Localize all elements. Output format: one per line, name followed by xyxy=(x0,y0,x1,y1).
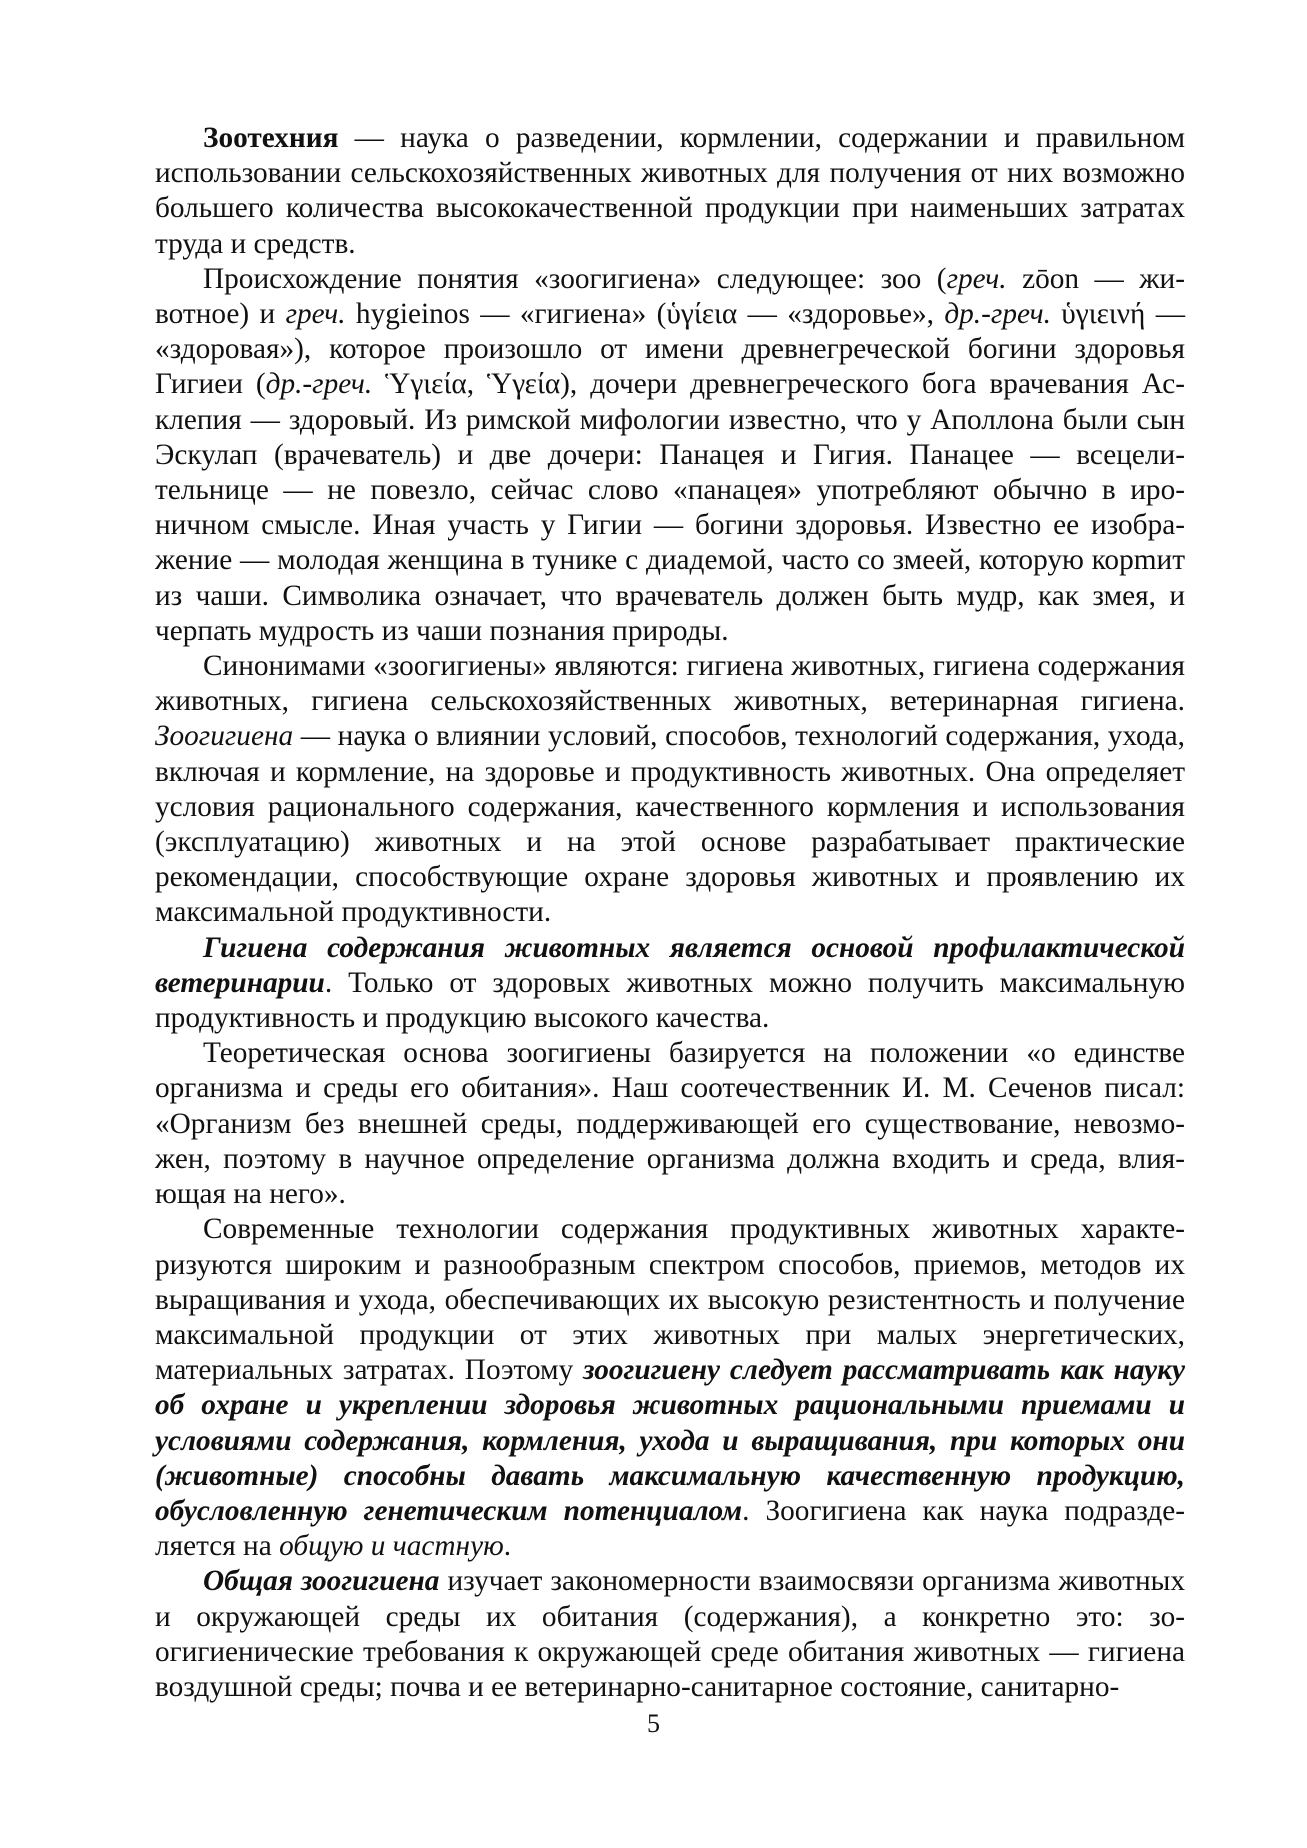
emphasis-text: греч. xyxy=(946,262,1007,295)
paragraph-zootechny xyxy=(155,121,1185,262)
page-body xyxy=(155,121,1185,1705)
body-text: Современные технологии содержания продуктивных животных характеризуются широким и разнообразным спектром способов, приемов, методов их выращивания и ухода, обеспечивающих их высокую резистентность и получение максимальной продукции от этих животных при малых энергетических, материальных затратах. Поэтому xyxy=(155,1213,1185,1387)
body-text: ὑγιεινή — «здоровая»), которое произошло от имени древнегреческой богини здоровья Гигиеи ( xyxy=(155,298,1186,401)
paragraph-hygiene-basis xyxy=(155,931,1185,1037)
body-text: . xyxy=(503,1530,512,1563)
body-text: . Зоогигиена как наука подразделяется на xyxy=(155,1494,1186,1563)
emphasis-text: Гигиена содержания животных является основой профилактической ветеринарии xyxy=(155,931,1185,999)
paragraph-theory xyxy=(155,1036,1185,1212)
body-text: изучает закономерности взаимосвязи организма животных и окружающей среды их обитания (содержания), а конкретно это: зоогигиенические требования к окружающей среде обитания животных — гигиена воздушной среды; почва и ее ветеринарно-санитарное состояние, санитарно- xyxy=(155,1565,1185,1703)
emphasis-text: греч. xyxy=(285,298,346,331)
emphasis-text: др.-греч. xyxy=(944,298,1051,331)
body-text: Теоретическая основа зоогигиены базируется на положении «о единстве организма и среды его обитания». Наш соотечественник И. М. Сеченов писал: «Организм без внешней среды, поддерживающей его существование, невозможен, поэтому в научное определение организма должна входить и среда, влияющая на него». xyxy=(155,1037,1185,1211)
body-text: — наука о разведении, кормлении, содержании и правильном использовании сельскохозяйственных животных для получения от них возможно большего количества высококачественной продукции при наименьших затратах труда и средств. xyxy=(155,122,1185,260)
paragraph-synonyms xyxy=(155,649,1185,931)
body-text: Происхождение понятия «зоогигиена» следующее: зоо ( xyxy=(203,262,947,295)
emphasis-text: Общая зоогигиена xyxy=(203,1565,440,1598)
page-number: 5 xyxy=(647,1709,660,1738)
body-text: . Только от здоровых животных можно получить максимальную продуктивность и продукцию высокого качества. xyxy=(155,966,1185,1035)
emphasis-text: Зоотехния xyxy=(203,122,339,154)
paragraph-technologies xyxy=(155,1212,1185,1564)
emphasis-text: зоогигиену следует рассматривать как науку об охране и укреплении здоровья животных рациональными приемами и условиями содержания, кормления, ухода и выращивания, при которых они (животные) способны давать максимальную качественную продукцию, обусловленную генетическим потенциалом xyxy=(155,1354,1185,1527)
body-text: hygieinos — «гигиена» (ὑγίεια — «здоровье», xyxy=(345,298,945,331)
body-text: Синонимами «зоогигиены» являются: гигиена животных, гигиена содержания животных, гигиена сельскохозяйственных животных, ветеринарная гигиена. xyxy=(155,650,1185,718)
emphasis-text: общую и частную xyxy=(279,1530,504,1563)
paragraph-term-origin xyxy=(155,262,1185,649)
body-text: — наука о влиянии условий, способов, технологий содержания, ухода, включая и кормление, на здоровье и продуктивность животных. Она определяет условия рационального содержания, качественного кормления и использования (эксплуатацию) животных и на этой основе разрабатывает практические рекомендации, способствующие охране здоровья животных и проявлению их максимальной продуктивности. xyxy=(155,720,1185,929)
body-text: zōon — животное) и xyxy=(155,262,1185,331)
paragraph-general-zoohygiene xyxy=(155,1564,1185,1705)
emphasis-text: Зоогигиена xyxy=(155,720,294,753)
emphasis-text: др.-греч. xyxy=(265,368,373,401)
body-text: Ὑγιεία, Ὑγεία), дочери древнегреческого бога врачевания Асклепия — здоровый. Из римской мифологии известно, что у Аполлона были сын Эскулап (врачеватель) и две дочери: Панацея и Гигия. Панацее — всецелительнице — не повезло, сейчас слово «панацея» употребляют обычно в ироничном смысле. Иная участь у Гигии — богини здоровья. Известно ее изображение — молодая женщина в тунике с диадемой, часто со змеей, которую корmит из чаши. Символика означает, что врачеватель должен быть мудр, как змея, и черпать мудрость из чаши познания природы. xyxy=(155,368,1185,647)
